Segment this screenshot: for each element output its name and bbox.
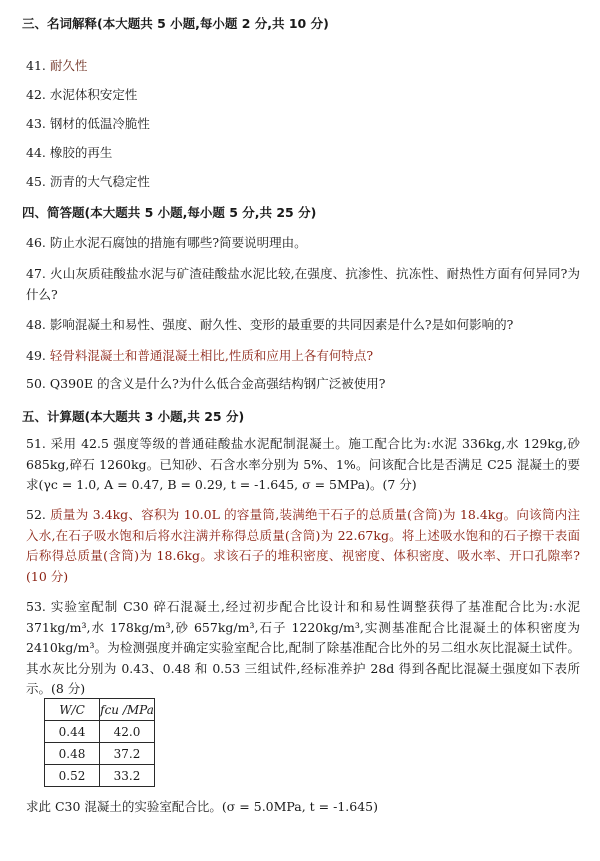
- question-text: Q390E 的含义是什么?为什么低合金高强结构钢广泛被使用?: [49, 376, 386, 391]
- question-number: 44.: [26, 145, 46, 160]
- question-53-closing: 求此 C30 混凝土的实验室配合比。(σ = 5.0MPa, t = -1.645): [26, 799, 379, 814]
- question-text: 轻骨料混凝土和普通混凝土相比,性质和应用上各有何特点?: [49, 348, 374, 363]
- question-text: 质量为 3.4kg、容积为 10.0L 的容量筒,装满绝干石子的总质量(含筒)为 18.4kg。向该筒内注入水,在石子吸水饱和后将水注满并称得总质量(含筒)为 22.67kg。将上述吸水饱和的石子擦干表面后称得总质量(含筒)为 18.6kg。求该石子的堆积密度、视密度、体积密度、吸水率、开口孔隙率?(10 分): [26, 507, 580, 584]
- question-number: 52.: [26, 507, 46, 522]
- question-number: 42.: [26, 87, 46, 102]
- question-text: 橡胶的再生: [49, 145, 113, 160]
- question-45: [26, 172, 580, 193]
- question-number: 41.: [26, 58, 46, 73]
- question-52: [26, 505, 580, 587]
- question-41: [26, 56, 580, 77]
- strength-table: [44, 698, 155, 787]
- question-number: 51.: [26, 436, 46, 451]
- question-53: [26, 597, 580, 700]
- question-48: [26, 315, 580, 336]
- section-3-heading: 三、名词解释(本大题共 5 小题,每小题 2 分,共 10 分): [22, 16, 329, 31]
- question-text: 耐久性: [49, 58, 88, 73]
- table-cell: 42.0: [100, 721, 155, 743]
- question-51: [26, 434, 580, 496]
- table-header-row: [45, 699, 155, 721]
- question-number: 49.: [26, 348, 46, 363]
- section-4-heading: 四、简答题(本大题共 5 小题,每小题 5 分,共 25 分): [22, 205, 317, 220]
- question-number: 45.: [26, 174, 46, 189]
- table-row: [45, 743, 155, 765]
- question-50: [26, 374, 580, 395]
- table-cell: 0.52: [45, 765, 100, 787]
- question-text: 钢材的低温冷脆性: [49, 116, 150, 131]
- question-43: [26, 114, 580, 135]
- table-row: [45, 765, 155, 787]
- question-number: 46.: [26, 235, 46, 250]
- table-row: [45, 721, 155, 743]
- question-text: 采用 42.5 强度等级的普通硅酸盐水泥配制混凝土。施工配合比为:水泥 336kg,水 129kg,砂 685kg,碎石 1260kg。已知砂、石含水率分别为 5%、1%。问该配合比是否满足 C25 混凝土的要求(γc = 1.0, A = 0.47, B = 0.29, t = -1.645, σ = 5MPa)。(7 分): [26, 436, 580, 492]
- question-44: [26, 143, 580, 164]
- question-46: [26, 233, 580, 254]
- question-text: 实验室配制 C30 碎石混凝土,经过初步配合比设计和和易性调整获得了基准配合比为:水泥 371kg/m³,水 178kg/m³,砂 657kg/m³,石子 1220kg/m³,实测基准配合比混凝土的体积密度为 2410kg/m³。为检测强度并确定实验室配合比,配制了除基准配合比外的另二组水灰比混凝土试件。其水灰比分别为 0.43、0.48 和 0.53 三组试件,经标准养护 28d 得到各配比混凝土强度如下表所示。(8 分): [26, 599, 580, 696]
- question-text: 沥青的大气稳定性: [49, 174, 150, 189]
- question-number: 47.: [26, 266, 46, 281]
- question-number: 43.: [26, 116, 46, 131]
- column-header-wc: W/C: [45, 699, 100, 721]
- question-number: 48.: [26, 317, 46, 332]
- section-5-heading: 五、计算题(本大题共 3 小题,共 25 分): [22, 409, 245, 424]
- table-cell: 37.2: [100, 743, 155, 765]
- table-cell: 33.2: [100, 765, 155, 787]
- table-cell: 0.44: [45, 721, 100, 743]
- question-text: 影响混凝土和易性、强度、耐久性、变形的最重要的共同因素是什么?是如何影响的?: [49, 317, 514, 332]
- question-49: [26, 346, 580, 367]
- question-number: 53.: [26, 599, 46, 614]
- question-text: 火山灰质硅酸盐水泥与矿渣硅酸盐水泥比较,在强度、抗渗性、抗冻性、耐热性方面有何异同?为什么?: [26, 266, 580, 302]
- column-header-fcu: fcu /MPa: [100, 699, 155, 721]
- table-cell: 0.48: [45, 743, 100, 765]
- question-47: [26, 264, 580, 305]
- question-text: 水泥体积安定性: [49, 87, 138, 102]
- question-42: [26, 85, 580, 106]
- question-number: 50.: [26, 376, 46, 391]
- question-text: 防止水泥石腐蚀的措施有哪些?简要说明理由。: [49, 235, 307, 250]
